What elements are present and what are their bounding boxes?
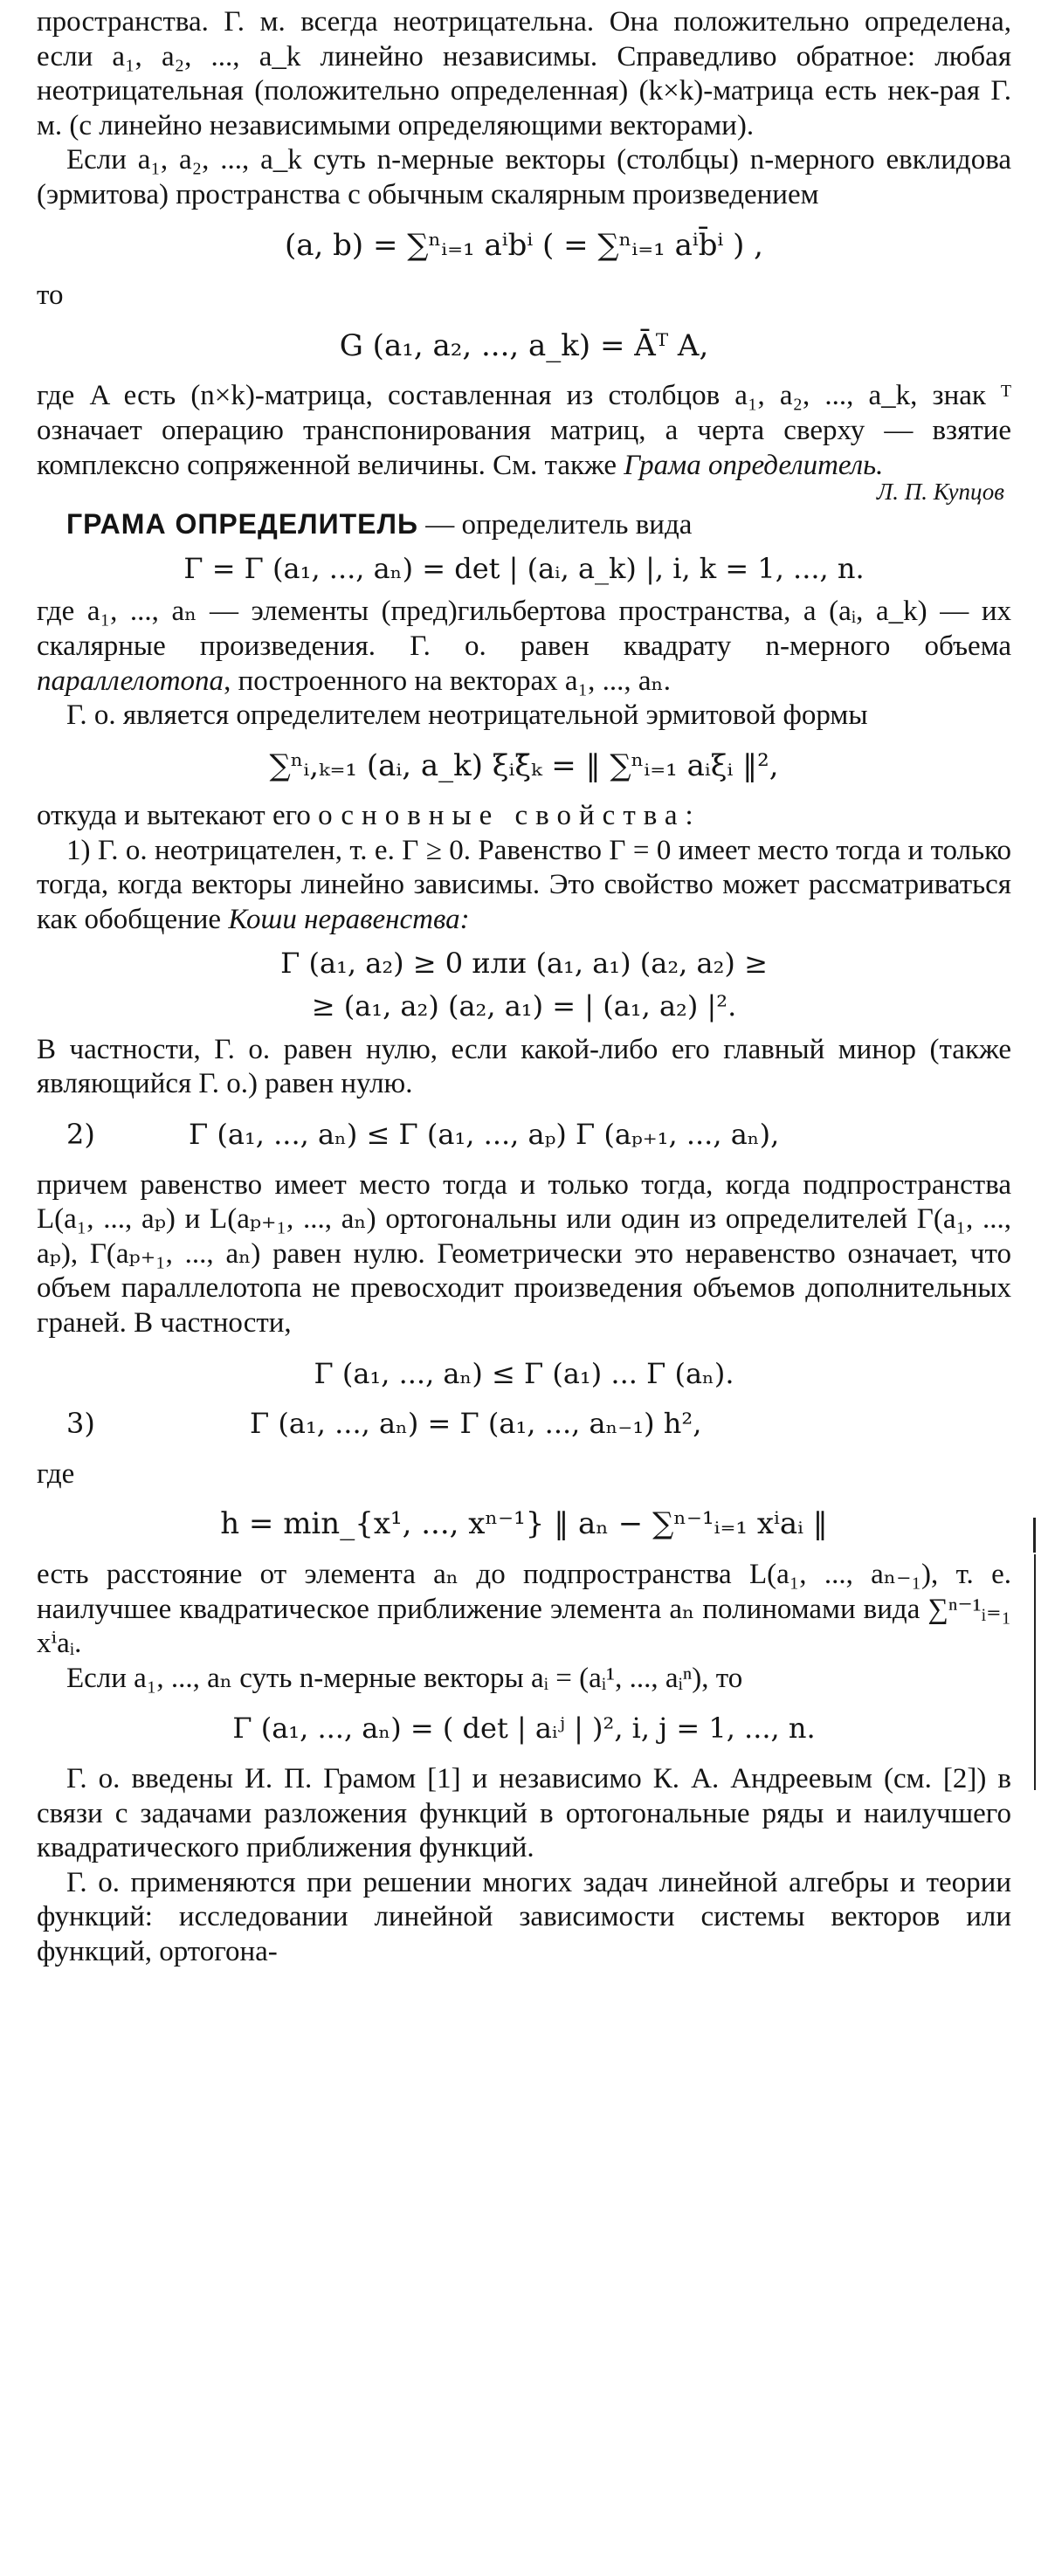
- author-signature: Л. П. Купцов: [876, 479, 1004, 506]
- formula-property-2: Γ (a₁, ..., aₙ) ≤ Γ (a₁, ..., aₚ) Γ (aₚ₊₁, ..., aₙ),: [189, 1118, 780, 1152]
- paragraph-gram-matrix-properties: пространства. Г. м. всегда неотрицательна. Она положительно определена, если a₁, a₂, ..., a_k линейно независимы. Справедливо обратное: любая неотрицательная (положительно определенная) (k×k)-матрица есть нек-рая Г. м. (с линейно независимыми определяющими векторами).: [37, 6, 1011, 141]
- paragraph-applications: Г. о. применяются при решении многих задач линейной алгебры и теории функций: исследовании линейной зависимости системы векторов или функций, ортогона-: [37, 1866, 1011, 1967]
- main-properties-heading: основные свойства:: [318, 800, 701, 832]
- paragraph-elements-start: где a₁, ..., aₙ — элементы (пред)гильбертова пространства, а (aᵢ, a_k) — их скалярные произведения. Г. о. равен квадрату n-мерного объема: [37, 596, 1011, 662]
- property-1: [37, 834, 1011, 938]
- formula-distance-h: h = min_{x¹, ..., xⁿ⁻¹} ‖ aₙ − ∑ⁿ⁻¹ᵢ₌₁ xⁱaᵢ ‖: [220, 1506, 828, 1542]
- paragraph-hermitian-form: Г. о. является определителем неотрицательной эрмитовой формы: [66, 699, 868, 732]
- cross-reference-gram-determinant[interactable]: Грама определитель.: [624, 449, 884, 481]
- formula-gram-matrix: G (a₁, a₂, ..., a_k) = Āᵀ A,: [339, 327, 709, 363]
- cross-reference-parallelotope[interactable]: параллелотопа: [37, 665, 224, 697]
- paragraph-distance: есть расстояние от элемента aₙ до подпространства L(a₁, ..., aₙ₋₁), т. е. наилучшее квадратическое приближение элемента aₙ полиномами вида ∑ⁿ⁻¹ᵢ₌₁ xⁱaᵢ.: [37, 1558, 1011, 1660]
- margin-rule: [1034, 1554, 1036, 1790]
- paragraph-matrix-a: [37, 379, 1011, 483]
- formula-cauchy-line-2: ≥ (a₁, a₂) (a₂, a₁) = | (a₁, a₂) |².: [311, 989, 737, 1023]
- word-to: то: [37, 279, 64, 312]
- margin-marker: [1033, 1518, 1036, 1553]
- paragraph-n-vectors: Если a₁, ..., aₙ суть n-мерные векторы aᵢ = (aᵢ¹, ..., aᵢⁿ), то: [66, 1662, 743, 1694]
- paragraph-elements: [37, 595, 1011, 699]
- formula-hermitian-form: ∑ⁿᵢ,ₖ₌₁ (aᵢ, a_k) ξᵢξ̄ₖ = ‖ ∑ⁿᵢ₌₁ aᵢξᵢ ‖²,: [269, 747, 779, 783]
- cross-reference-cauchy-inequality[interactable]: Коши неравенства:: [228, 904, 470, 936]
- property-3-label: 3): [66, 1407, 95, 1441]
- paragraph-main-properties: [37, 799, 1011, 834]
- article-definition-text: — определитель вида: [417, 509, 693, 541]
- formula-property-3: Γ (a₁, ..., aₙ) = Γ (a₁, ..., aₙ₋₁) h²,: [250, 1407, 702, 1441]
- formula-partial-case: Γ (a₁, ..., aₙ) ≤ Γ (a₁) ... Γ (aₙ).: [314, 1356, 734, 1390]
- paragraph-principal-minor: В частности, Г. о. равен нулю, если какой-либо его главный минор (также являющийся Г. о.) равен нулю.: [37, 1033, 1011, 1100]
- article-headword: ГРАМА ОПРЕДЕЛИТЕЛЬ: [66, 508, 418, 541]
- formula-cauchy-line-1: Γ (a₁, a₂) ≥ 0 или (a₁, a₁) (a₂, a₂) ≥: [280, 946, 768, 980]
- formula-scalar-product: (a, b) = ∑ⁿᵢ₌₁ aⁱbⁱ ( = ∑ⁿᵢ₌₁ aⁱb̄ⁱ ) ,: [285, 227, 763, 263]
- property-2-label: 2): [66, 1118, 95, 1152]
- main-properties-lead: откуда и вытекают его: [37, 800, 319, 832]
- formula-det-squared: Γ (a₁, ..., aₙ) = ( det | aᵢʲ | )², i, j = 1, ..., n.: [232, 1712, 816, 1746]
- word-where: где: [37, 1457, 75, 1490]
- property-2-formula-row: [37, 1118, 1011, 1153]
- formula-gram-determinant: Γ = Γ (a₁, ..., aₙ) = det | (aᵢ, a_k) |, i, k = 1, ..., n.: [183, 551, 865, 585]
- property-3-formula-row: [37, 1407, 1011, 1442]
- paragraph-history: Г. о. введены И. П. Грамом [1] и независимо К. А. Андреевым (см. [2]) в связи с задачами разложения функций в ортогональные ряды и наилучшего квадратического приближения функций.: [37, 1762, 1011, 1864]
- article-definition: [37, 507, 1011, 543]
- paragraph-euclidean-vectors: Если a₁, a₂, ..., a_k суть n-мерные векторы (столбцы) n-мерного евклидова (эрмитова) пространства с обычным скалярным произведением: [37, 144, 1011, 210]
- paragraph-elements-end: , построенного на векторах a₁, ..., aₙ.: [224, 665, 671, 697]
- property-1-text: 1) Г. о. неотрицателен, т. е. Γ ≥ 0. Равенство Γ = 0 имеет место тогда и только тогда, когда векторы линейно зависимы. Это свойство может рассматриваться как обобщение: [37, 834, 1011, 936]
- paragraph-matrix-a-text: где A есть (n×k)-матрица, составленная из столбцов a₁, a₂, ..., a_k, знак ᵀ означает операцию транспонирования матриц, а черта сверху — взятие комплексно сопряженной величины. См. также: [37, 380, 1011, 481]
- paragraph-property-2: причем равенство имеет место тогда и только тогда, когда подпространства L(a₁, ..., aₚ) и L(aₚ₊₁, ..., aₙ) ортогональны или один из определителей Γ(a₁, ..., aₚ), Γ(aₚ₊₁, ..., aₙ) равен нулю. Геометрически это неравенство означает, что объем параллелотопа не превосходит произведения объемов дополнительных граней. В частности,: [37, 1168, 1011, 1339]
